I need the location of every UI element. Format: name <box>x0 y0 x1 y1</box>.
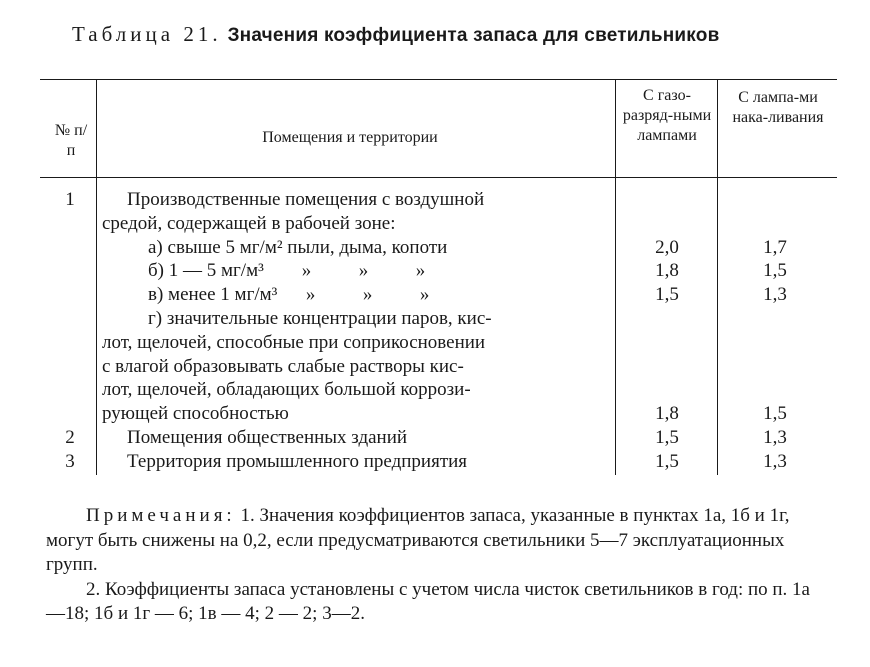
value-gas-lamps: 1,5 <box>655 450 679 472</box>
row-description: рующей способностью <box>102 403 289 425</box>
column-divider-num <box>96 79 97 475</box>
table-title <box>72 22 832 47</box>
column-divider-gas <box>717 79 718 475</box>
value-incandescent-lamps: 1,3 <box>763 284 787 306</box>
row-description: лот, щелочей, обладающих большой коррози- <box>102 379 471 401</box>
value-incandescent-lamps: 1,3 <box>763 427 787 448</box>
table-caption: Значения коэффициента запаса для светильников <box>227 25 720 46</box>
value-incandescent-lamps: 1,5 <box>763 260 787 282</box>
notes <box>46 504 826 627</box>
row-number: 2 <box>65 427 75 448</box>
row-number: 3 <box>65 450 75 472</box>
row-description: б) 1 — 5 мг/м³ » » » <box>148 260 426 282</box>
header-gas-lamps: С газо-разряд-ными лампами <box>622 87 712 144</box>
row-description: Производственные помещения с воздушной <box>127 189 485 210</box>
note-1-text: 1. Значения коэффициентов запаса, указанные в пунктах 1а, 1б и 1г, могут быть снижены на 0,2, если предусматриваются светильники 5—7 эксплуатационных групп. <box>46 505 790 575</box>
notes-label: Примечания: <box>86 505 236 526</box>
row-description: г) значительные концентрации паров, кис- <box>148 308 492 329</box>
note-2: 2. Коэффициенты запаса установлены с учетом числа чисток светильников в год: по п. 1а—18; 1б и 1г — 6; 1в — 4; 2 — 2; 3—2. <box>46 578 810 624</box>
column-divider-rooms <box>615 79 616 475</box>
row-number: 1 <box>65 189 75 210</box>
header-num: № п/п <box>54 122 88 159</box>
table-number: Таблица 21. <box>72 22 222 46</box>
value-gas-lamps: 1,5 <box>655 284 679 306</box>
value-gas-lamps: 1,8 <box>655 403 679 425</box>
row-description: а) свыше 5 мг/м² пыли, дыма, копоти <box>148 236 448 258</box>
row-description: с влагой образовывать слабые растворы кис- <box>102 355 464 377</box>
value-incandescent-lamps: 1,5 <box>763 403 787 425</box>
header-incandescent-lamps: С лампа-ми нака-ливания <box>732 89 824 126</box>
row-description: средой, содержащей в рабочей зоне: <box>102 212 396 234</box>
value-gas-lamps: 1,8 <box>655 260 679 282</box>
value-incandescent-lamps: 1,3 <box>763 450 787 472</box>
value-incandescent-lamps: 1,7 <box>763 236 787 258</box>
row-description: Помещения общественных зданий <box>127 427 408 448</box>
row-description: лот, щелочей, способные при соприкосновении <box>102 331 486 353</box>
header-rooms: Помещения и территории <box>262 129 438 146</box>
value-gas-lamps: 2,0 <box>655 236 679 258</box>
value-gas-lamps: 1,5 <box>655 427 679 448</box>
note-1 <box>46 504 826 578</box>
row-description: Территория промышленного предприятия <box>127 450 468 472</box>
row-description: в) менее 1 мг/м³ » » » <box>148 284 430 306</box>
